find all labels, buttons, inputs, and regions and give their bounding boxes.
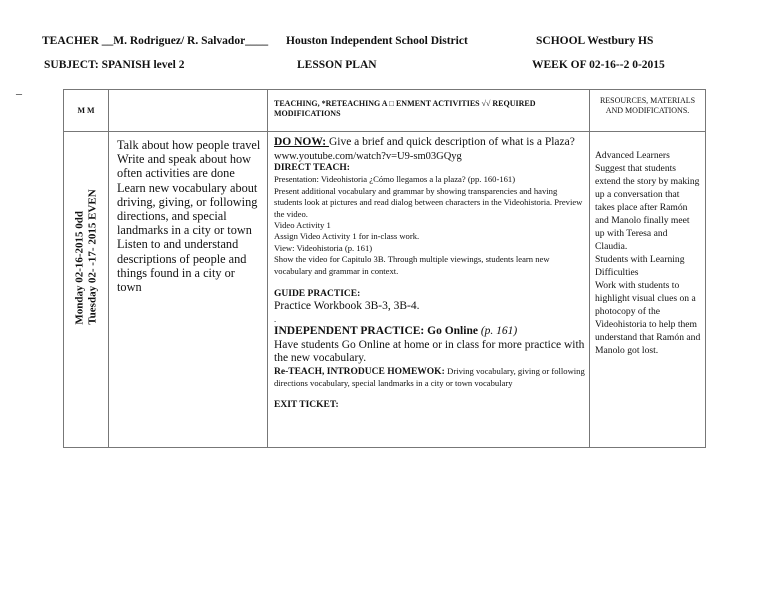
date-tuesday: Tuesday 02- -17- 2015 EVEN [86,189,98,325]
objectives-header [109,90,268,132]
date-monday: Monday 02-16-2015 0dd [73,211,86,325]
reteach-text: Driving vocabulary, giving or following directions vocabulary, special landmarks in a city or town vocabulary [274,365,585,389]
mm-header: M M [64,90,109,132]
guide-practice-label: GUIDE PRACTICE: [274,289,361,300]
independent-page: (p. 161) [480,325,518,338]
objective: Write and speak about how often activities are done [117,152,252,181]
guide-practice-text: Practice Workbook 3B-3, 3B-4. [274,300,420,313]
exit-ticket-label: EXIT TICKET: [274,399,339,410]
doc-title: LESSON PLAN [297,59,377,71]
teaching-cell [268,132,590,448]
district-name: Houston Independent School District [286,35,468,47]
subject: SUBJECT: SPANISH level 2 [44,59,185,71]
school-name: SCHOOL Westbury HS [536,35,654,47]
teacher-name: TEACHER __M. Rodriguez/ R. Salvador____ [42,35,269,47]
objectives-cell [109,132,268,448]
reteach-label: Re-TEACH, INTRODUCE HOMEWOK: [274,366,448,377]
resources-cell [590,132,706,448]
table-row [64,132,706,448]
week: WEEK OF 02-16--2 0-2015 [532,59,665,71]
direct-teach-line: Present additional vocabulary and grammar by showing transparencies and having students look at pictures and read dialog between characters in the Videohistoria. Preview the video. [274,185,583,219]
independent-label: INDEPENDENT PRACTICE: Go Online [274,325,481,338]
teaching-header: TEACHING, *RETEACHING A □ ENMENT ACTIVITIES √√ REQUIRED MODIFICATIONS [268,90,590,132]
stray-dash: – [16,86,22,100]
resource-item: Suggest that students extend the story by making up a conversation that takes place after Ramón and Manolo finally meet up with Teresa and Claudia. [595,163,700,252]
do-now-text: Give a brief and quick description of what is a Plaza? [328,136,575,148]
guide-dot: . [274,313,277,324]
direct-teach-line: Video Activity 1 [274,220,331,231]
direct-teach-line: Assign Video Activity 1 for in-class work. [274,231,420,242]
table-header-row [64,90,706,132]
direct-teach-label: DIRECT TEACH: [274,163,350,173]
resources-header: RESOURCES, MATERIALS AND MODIFICATIONS. [590,90,706,132]
objective: Talk about how people travel [117,138,261,152]
direct-teach-line: Presentation: Videohistoria ¿Cómo llegamos a la plaza? (pp. 160-161) [274,174,516,185]
lesson-plan-table [63,89,706,448]
direct-teach-line: View: Videohistoria (p. 161) [274,242,373,253]
independent-text: Have students Go Online at home or in class for more practice with the new vocabulary. [274,338,585,365]
do-now-label: DO NOW: [274,136,329,148]
objective: Listen to and understand descriptions of people and things found in a city or town [117,237,247,295]
date-cell [64,132,109,448]
resource-item: Work with students to highlight visual clues on a photocopy of the Videohistoria to help them understand that Ramón and Manolo got lost. [595,280,701,356]
video-link[interactable]: www.youtube.com/watch?v=U9-sm03GQyg [274,150,462,162]
resource-item: Advanced Learners [595,150,670,161]
direct-teach-line: Show the video for Capitulo 3B. Through multiple viewings, students learn new vocabulary and grammar in context. [274,254,550,276]
resource-item: Students with Learning Difficulties [595,254,685,278]
objective: Learn new vocabulary about driving, giving, or following directions, and special landmarks in a city or town [117,180,258,238]
